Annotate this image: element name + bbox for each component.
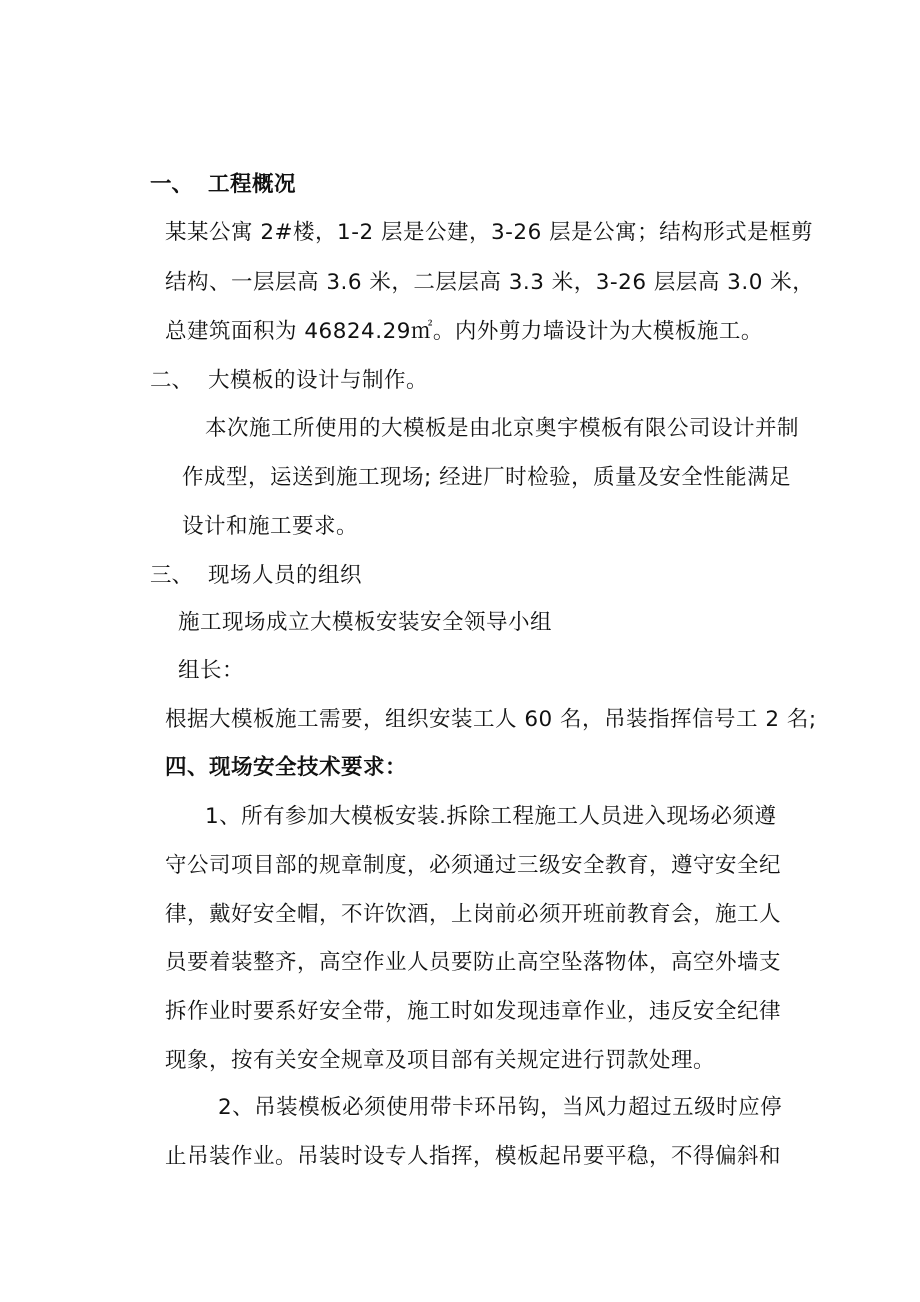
section-2-title: 大模板的设计与制作。 [208,368,429,393]
section-4-title: 四、现场安全技术要求： [165,755,408,780]
section-3-line-2: 组长： [178,658,245,683]
section-1-title: 工程概况 [208,172,297,197]
section-2-line-3: 设计和施工要求。 [182,514,359,539]
section-3-title: 现场人员的组织 [208,563,363,588]
section-4-p1-line-2: 守公司项目部的规章制度，必须通过三级安全教育，遵守安全纪 [165,853,782,878]
section-3-number: 三、 [150,563,194,588]
section-4-p1-line-5: 拆作业时要系好安全带，施工时如发现违章作业，违反安全纪律 [165,999,782,1024]
section-4-p2-line-1: 2、吊装模板必须使用带卡环吊钩，当风力超过五级时应停 [218,1095,783,1120]
section-1-line-1: 某某公寓 2#楼，1-2 层是公建，3-26 层是公寓；结构形式是框剪 [165,220,814,245]
section-2-line-1: 本次施工所使用的大模板是由北京奥宇模板有限公司设计并制 [205,416,800,441]
section-2-number: 二、 [150,368,194,393]
section-1-line-2: 结构、一层层高 3.6 米，二层层高 3.3 米，3-26 层层高 3.0 米， [165,270,815,295]
section-2-line-2: 作成型，运送到施工现场; 经进厂时检验，质量及安全性能满足 [182,465,792,490]
section-4-p1-line-1: 1、所有参加大模板安装.拆除工程施工人员进入现场必须遵 [205,804,777,829]
section-3-line-1: 施工现场成立大模板安装安全领导小组 [178,610,553,635]
section-4-p1-line-4: 员要着装整齐，高空作业人员要防止高空坠落物体，高空外墙支 [165,950,782,975]
section-1-number: 一、 [150,172,194,197]
section-1-line-3: 总建筑面积为 46824.29㎡。内外剪力墙设计为大模板施工。 [165,319,763,344]
section-4-p2-line-2: 止吊装作业。吊装时设专人指挥，模板起吊要平稳，不得偏斜和 [165,1144,782,1169]
section-4-p1-line-6: 现象，按有关安全规章及项目部有关规定进行罚款处理。 [165,1048,716,1073]
section-4-p1-line-3: 律，戴好安全帽，不许饮酒，上岗前必须开班前教育会，施工人 [165,902,782,927]
section-3-line-3: 根据大模板施工需要，组织安装工人 60 名，吊装指挥信号工 2 名; [165,707,817,732]
